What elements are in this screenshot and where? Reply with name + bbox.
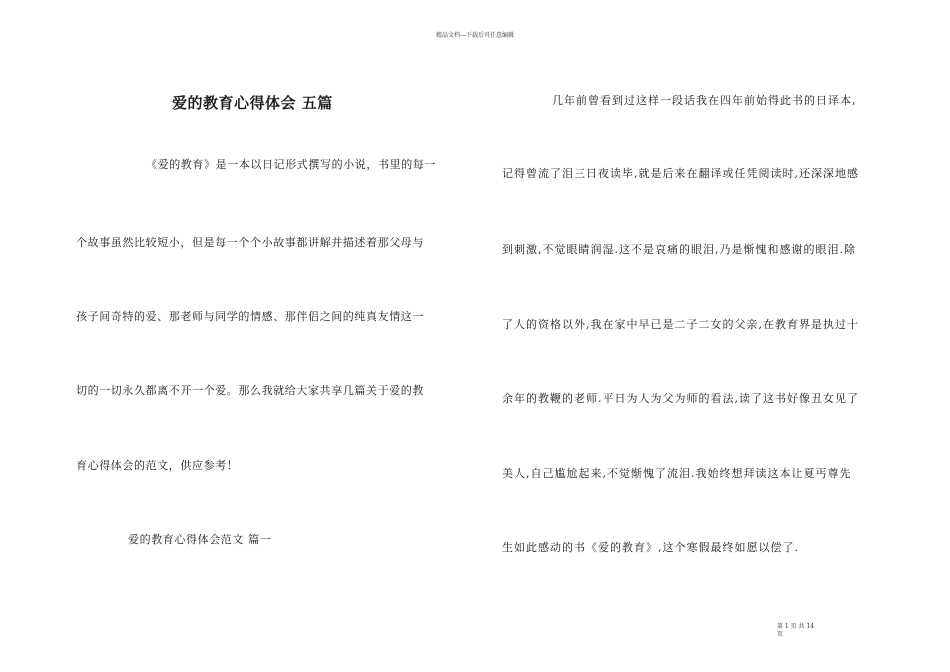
right-paragraph-line-2: 记得曾流了泪三日夜读毕,就是后来在翻译或任凭阅读时,还深深地感 xyxy=(502,167,859,180)
right-paragraph-line-5: 余年的教鞭的老师.平日为人为父为师的看法,读了这书好像丑女见了 xyxy=(502,392,859,405)
right-paragraph-line-7: 生如此感动的书《爱的教育》,这个寒假最终如愿以偿了. xyxy=(502,541,799,554)
left-paragraph-line-1: 《爱的教育》是一本以日记形式撰写的小说，书里的每一 xyxy=(146,158,436,171)
left-paragraph-line-3: 孩子间奇特的爱、那老师与同学的情感、那伴侣之间的纯真友情这一 xyxy=(76,310,424,323)
document-title: 爱的教育心得体会 五篇 xyxy=(172,94,333,112)
page-header: 精品文档---下载后可任意编辑 xyxy=(435,32,515,39)
left-paragraph-line-2: 个故事虽然比较短小，但是每一个个小故事都讲解并描述着那父母与 xyxy=(76,236,424,249)
right-paragraph-line-3: 到刺激,不觉眼睛润湿.这不是哀痛的眼泪,乃是惭愧和感谢的眼泪.除 xyxy=(502,243,856,256)
left-paragraph-line-4: 切的一切永久都离不开一个爱。那么我就给大家共享几篇关于爱的教 xyxy=(76,384,424,397)
page-number xyxy=(777,623,837,639)
right-paragraph-line-1: 几年前曾看到过这样一段话我在四年前始得此书的日译本, xyxy=(552,94,857,107)
page-number-line-2: 页 xyxy=(777,631,784,638)
left-paragraph-line-5: 育心得体会的范文，供应参考！ xyxy=(76,459,239,472)
right-paragraph-line-6: 美人,自己尴尬起来,不觉惭愧了流泪.我始终想拜读这本让夏丐尊先 xyxy=(502,467,852,480)
right-paragraph-line-4: 了人的资格以外,我在家中早已是二子二女的父亲,在教育界是执过十 xyxy=(502,318,859,331)
page-number-line-1: 第 1 页 共 14 xyxy=(777,623,815,630)
section-heading: 爱的教育心得体会范文 篇一 xyxy=(128,533,272,546)
